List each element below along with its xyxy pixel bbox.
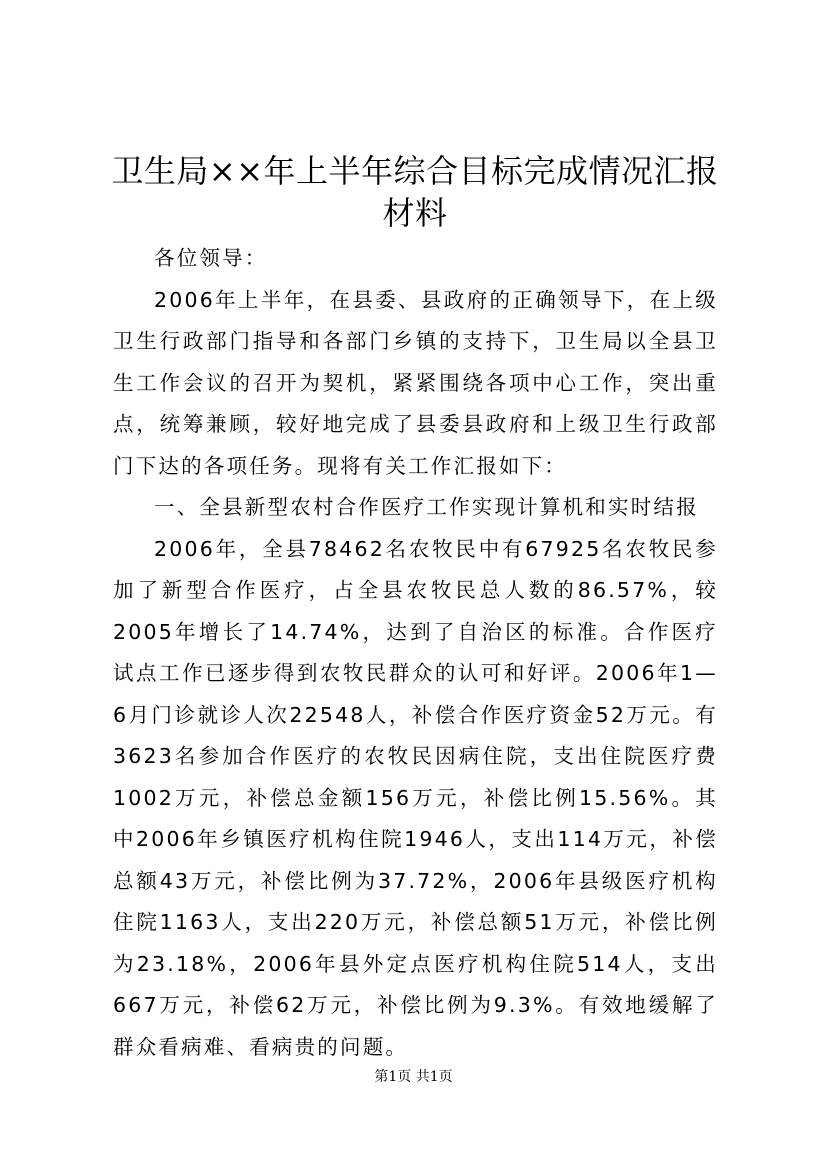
intro-paragraph: 2006年上半年，在县委、县政府的正确领导下，在上级卫生行政部门指导和各部门乡镇的支持下，卫生局以全县卫生工作会议的召开为契机，紧紧围绕各项中心工作，突出重点，统筹兼顾，较好地完成了县委县政府和上级卫生行政部门下达的各项任务。现将有关工作汇报如下： [113, 287, 718, 478]
statistics-paragraph: 2006年，全县78462名农牧民中有67925名农牧民参加了新型合作医疗，占全县农牧民总人数的86.57%，较2005年增长了14.74%，达到了自治区的标准。合作医疗试点工作已逐步得到农牧民群众的认可和好评。2006年1—6月门诊就诊人次22548人，补偿合作医疗资金52万元。有3623名参加合作医疗的农牧民因病住院，支出住院医疗费1002万元，补偿总金额156万元，补偿比例15.56%。其中2006年乡镇医疗机构住院1946人，支出114万元，补偿总额43万元，补偿比例为37.72%，2006年县级医疗机构住院1163人，支出220万元，补偿总额51万元，补偿比例为23.18%，2006年县外定点医疗机构住院514人，支出667万元，补偿62万元，补偿比例为9.3%。有效地缓解了群众看病难、看病贵的问题。 [113, 536, 718, 1059]
salutation-paragraph: 各位领导： [154, 246, 268, 270]
document-body [113, 238, 718, 1068]
document-title: 卫生局××年上半年综合目标完成情况汇报材料 [111, 152, 719, 232]
page-footer: 第1页 共1页 [374, 1069, 453, 1085]
section-heading: 一、全县新型农村合作医疗工作实现计算机和实时结报 [154, 495, 699, 519]
